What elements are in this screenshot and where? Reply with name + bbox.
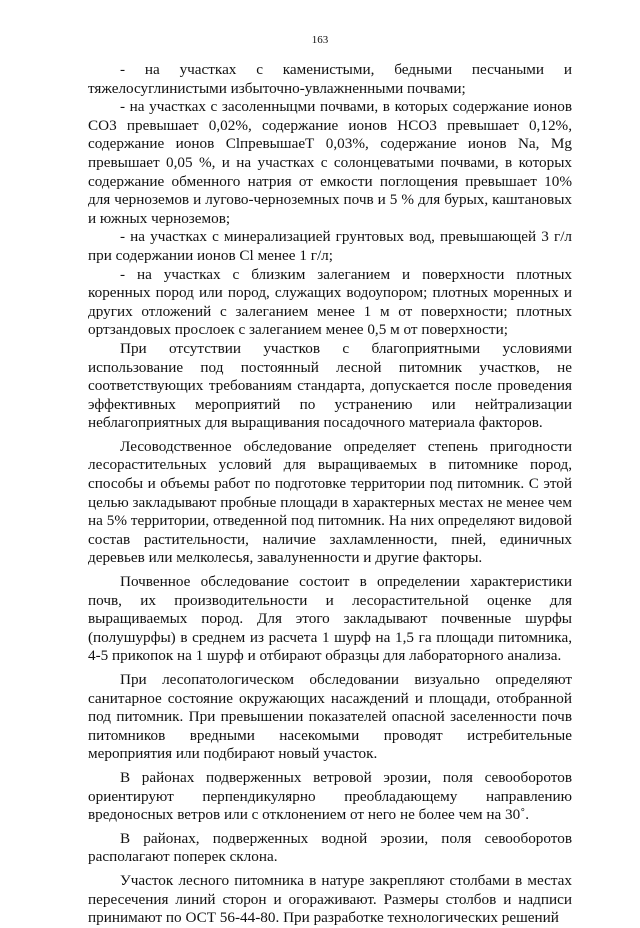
body-text <box>88 61 572 928</box>
list-item-dense-rocks: - на участках с близким залеганием и поверхности плотных коренных пород или пород, служащих водоупором; плотных моренных и других отложений с залеганием менее 1 м от поверхности; плотных ортзандовых прослоек с залеганием менее 0,5 м от поверхности; <box>88 265 572 339</box>
list-item-saline-soils: - на участках с засоленныцми почвами, в которых содержание ионов СО3 превышает 0,02%, содержание ионов НСО3 превышает 0,12%, содержание ионов ClпревышаеТ 0,03%, содержание ионов Na, Mg превышает 0,05 %, и на участках с солонцеватыми почвами, в которых содержание обменного натрия от емкости поглощения превышает 10% для черноземов и лугово-черноземных почв и 5 % для бурых, каштановых и южных черноземов; <box>88 98 572 227</box>
paragraph-forest-pathology: При лесопатологическом обследовании визуально определяют санитарное состояние окружающих насаждений и площади, отобранной под питомник. При превышении показателей опасной заселенности почв питомников вредными насекомыми проводят истребительные мероприятия или подбирают новый участок. <box>88 671 572 763</box>
paragraph-forestry-survey: Лесоводственное обследование определяет степень пригодности лесорастительных условий для выращиваемых в питомнике пород, способы и объемы работ по подготовке территории под питомник. С этой целью закладывают пробные площади в характерных местах не менее чем на 5% территории, отведенной под питомник. На них определяют видовой состав растительности, наличие захламленности, пней, единичных деревьев или мелколесья, завалуненности и другие факторы. <box>88 437 572 567</box>
list-item-groundwater: - на участках с минерализацией грунтовых вод, превышающей 3 г/л при содержании ионов Cl менее 1 г/л; <box>88 228 572 264</box>
paragraph-no-favorable-sites: При отсутствии участков с благоприятными условиями использование под постоянный лесной питомник участков, не соответствующих требованиям стандарта, допускается после проведения эффективных мероприятий по устранению или нейтрализации неблагоприятных для выращивания посадочного материала факторов. <box>88 339 572 432</box>
paragraph-soil-survey: Почвенное обследование состоит в определении характеристики почв, их производительности и лесорастительной оценке для выращиваемых пород. Для этого закладывают почвенные шурфы (полушурфы) в среднем из расчета 1 шурф на 1,5 га площади питомника, 4-5 прикопок на 1 шурф и отбирают образцы для лабораторного анализа. <box>88 573 572 665</box>
paragraph-nursery-fencing: Участок лесного питомника в натуре закрепляют столбами в местах пересечения линий сторон и огораживают. Размеры столбов и надписи принимают по ОСТ 56-44-80. При разработке технологических решений <box>88 871 572 927</box>
page-number: 163 <box>311 34 329 46</box>
paragraph-wind-erosion: В районах подверженных ветровой эрозии, поля севооборотов ориентируют перпендикулярно преобладающему направлению вредоносных ветров или с отклонением от него не более чем на 30˚. <box>88 768 572 824</box>
list-item-stony-soils: - на участках с каменистыми, бедными песчаными и тяжелосуглинистыми избыточно-увлажненными почвами; <box>88 61 572 97</box>
paragraph-water-erosion: В районах, подверженных водной эрозии, поля севооборотов располагают поперек склона. <box>88 829 572 866</box>
